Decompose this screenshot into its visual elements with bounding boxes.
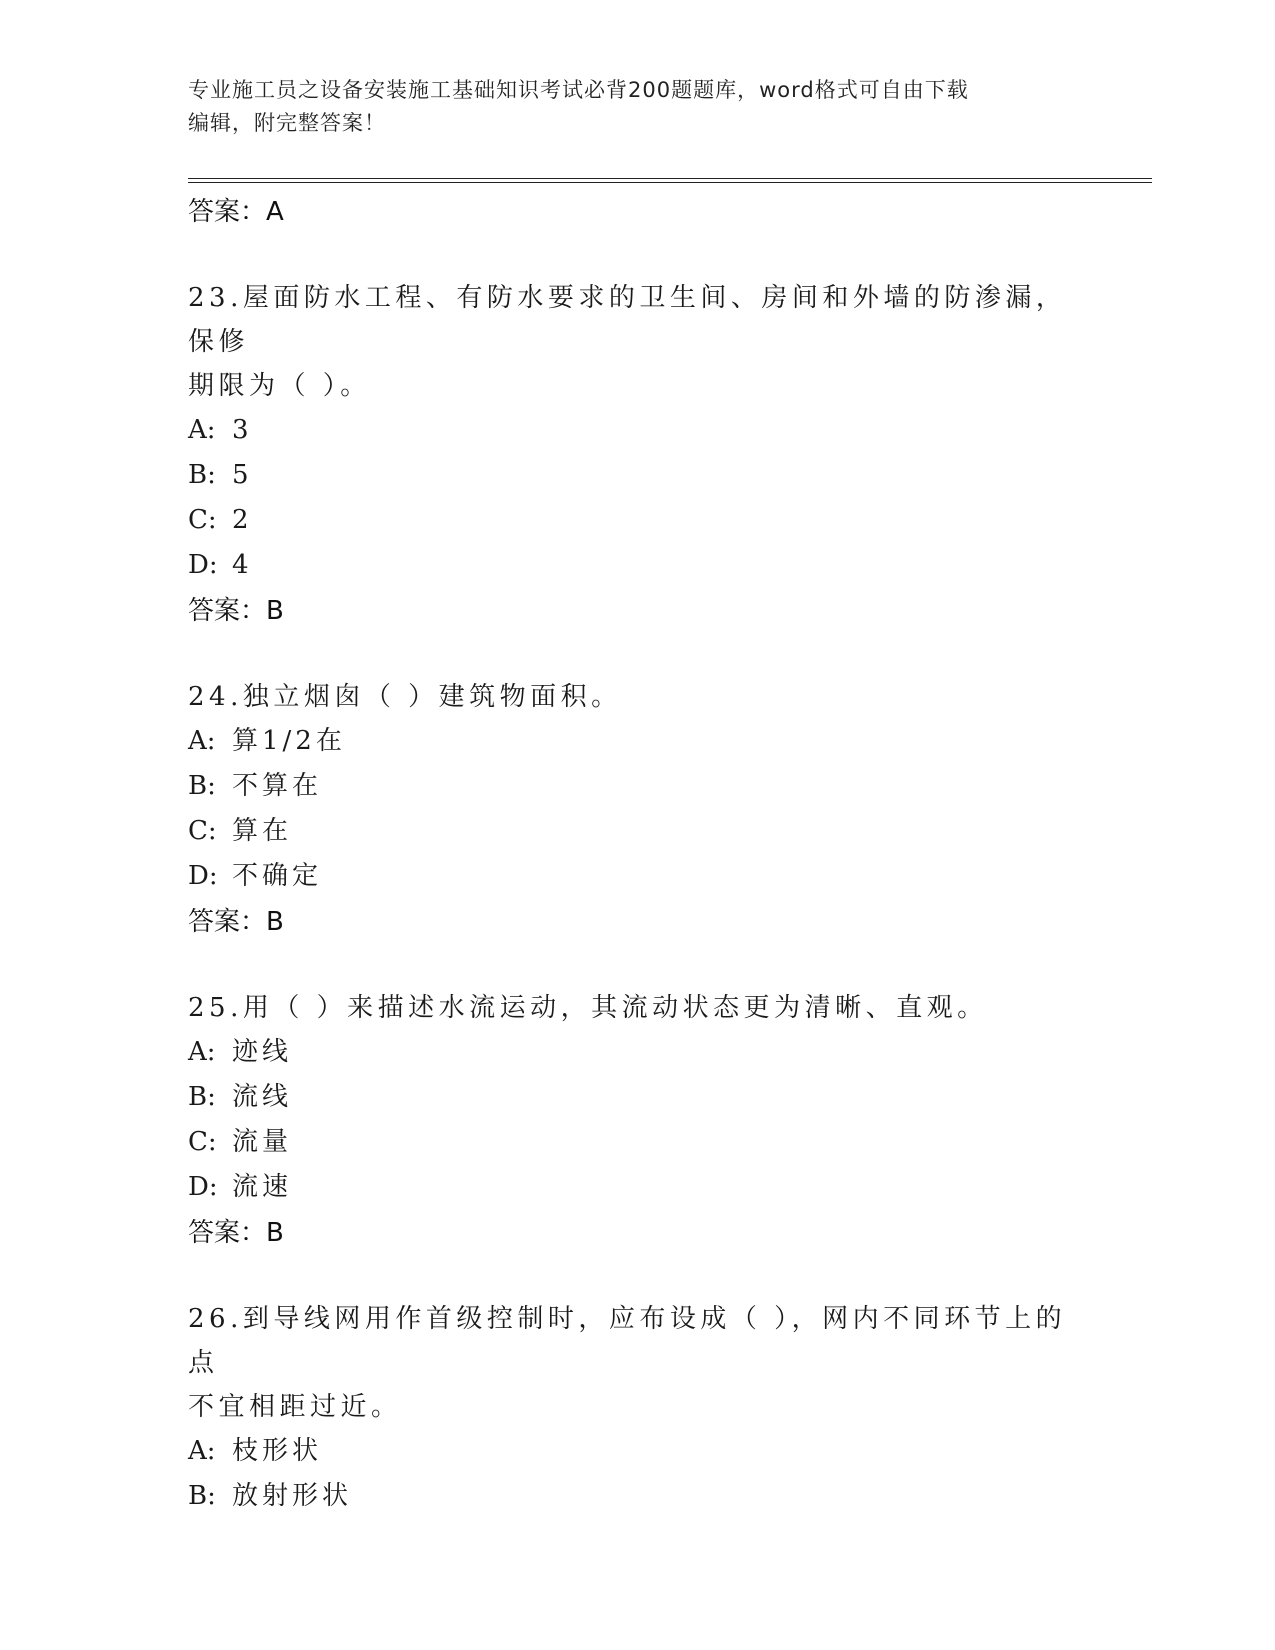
option-text: 4 [232,550,253,580]
question-stem-line-1: 23.屋面防水工程、有防水要求的卫生间、房间和外墙的防渗漏，保修 [188,283,1067,357]
option-letter: A: [188,1436,216,1466]
option-text: 2 [232,505,253,535]
option-letter: A: [188,1037,216,1067]
question-23 [188,276,1128,630]
option-d [188,854,1128,899]
option-c [188,809,1128,854]
option-text: 不确定 [232,861,323,891]
option-a [188,719,1128,764]
previous-answer: 答案：A [188,197,284,227]
option-text: 流线 [232,1082,293,1112]
option-letter: A: [188,415,216,445]
question-stem-line-1: 25.用（ ）来描述水流运动，其流动状态更为清晰、直观。 [188,993,988,1023]
question-24 [188,675,1128,941]
question-stem [188,675,1088,719]
header-title-line-1: 专业施工员之设备安装施工基础知识考试必背200题题库，word格式可自由下载 [188,78,969,102]
answer-line: 答案：B [188,596,284,626]
question-26 [188,1297,1128,1519]
option-text: 流速 [232,1172,293,1202]
page-header [188,74,1088,140]
header-divider-bottom [188,182,1152,183]
option-text: 算1/2在 [232,726,346,756]
option-c [188,498,1128,543]
option-letter: B: [188,460,216,490]
option-letter: D: [188,1172,218,1202]
option-d [188,1165,1128,1210]
question-list [188,193,1128,1519]
header-divider-top [188,178,1152,179]
question-stem-line-2: 不宜相距过近。 [188,1392,402,1422]
option-c [188,1120,1128,1165]
option-letter: B: [188,1082,216,1112]
option-b [188,453,1128,498]
option-text: 3 [232,415,253,445]
option-letter: B: [188,771,216,801]
option-letter: A: [188,726,216,756]
option-letter: C: [188,816,217,846]
option-a [188,1429,1128,1474]
option-a [188,408,1128,453]
option-text: 5 [232,460,253,490]
option-text: 流量 [232,1127,293,1157]
option-b [188,1474,1128,1519]
question-25 [188,986,1128,1252]
option-letter: D: [188,861,218,891]
option-letter: D: [188,550,218,580]
option-letter: C: [188,505,217,535]
option-text: 算在 [232,816,293,846]
option-text: 不算在 [232,771,323,801]
question-stem [188,1297,1088,1429]
option-b [188,764,1128,809]
option-a [188,1030,1128,1075]
option-letter: C: [188,1127,217,1157]
question-stem [188,986,1088,1030]
option-text: 枝形状 [232,1436,323,1466]
header-title-line-2: 编辑，附完整答案！ [188,111,386,135]
answer-line: 答案：B [188,907,284,937]
option-text: 放射形状 [232,1481,353,1511]
question-stem-line-1: 24.独立烟囱（ ）建筑物面积。 [188,682,622,712]
question-stem-line-1: 26.到导线网用作首级控制时，应布设成（ ），网内不同环节上的点 [188,1304,1067,1378]
answer-line: 答案：B [188,1218,284,1248]
question-stem [188,276,1088,408]
option-text: 迹线 [232,1037,293,1067]
question-stem-line-2: 期限为（ ）。 [188,371,371,401]
option-d [188,543,1128,588]
option-letter: B: [188,1481,216,1511]
option-b [188,1075,1128,1120]
